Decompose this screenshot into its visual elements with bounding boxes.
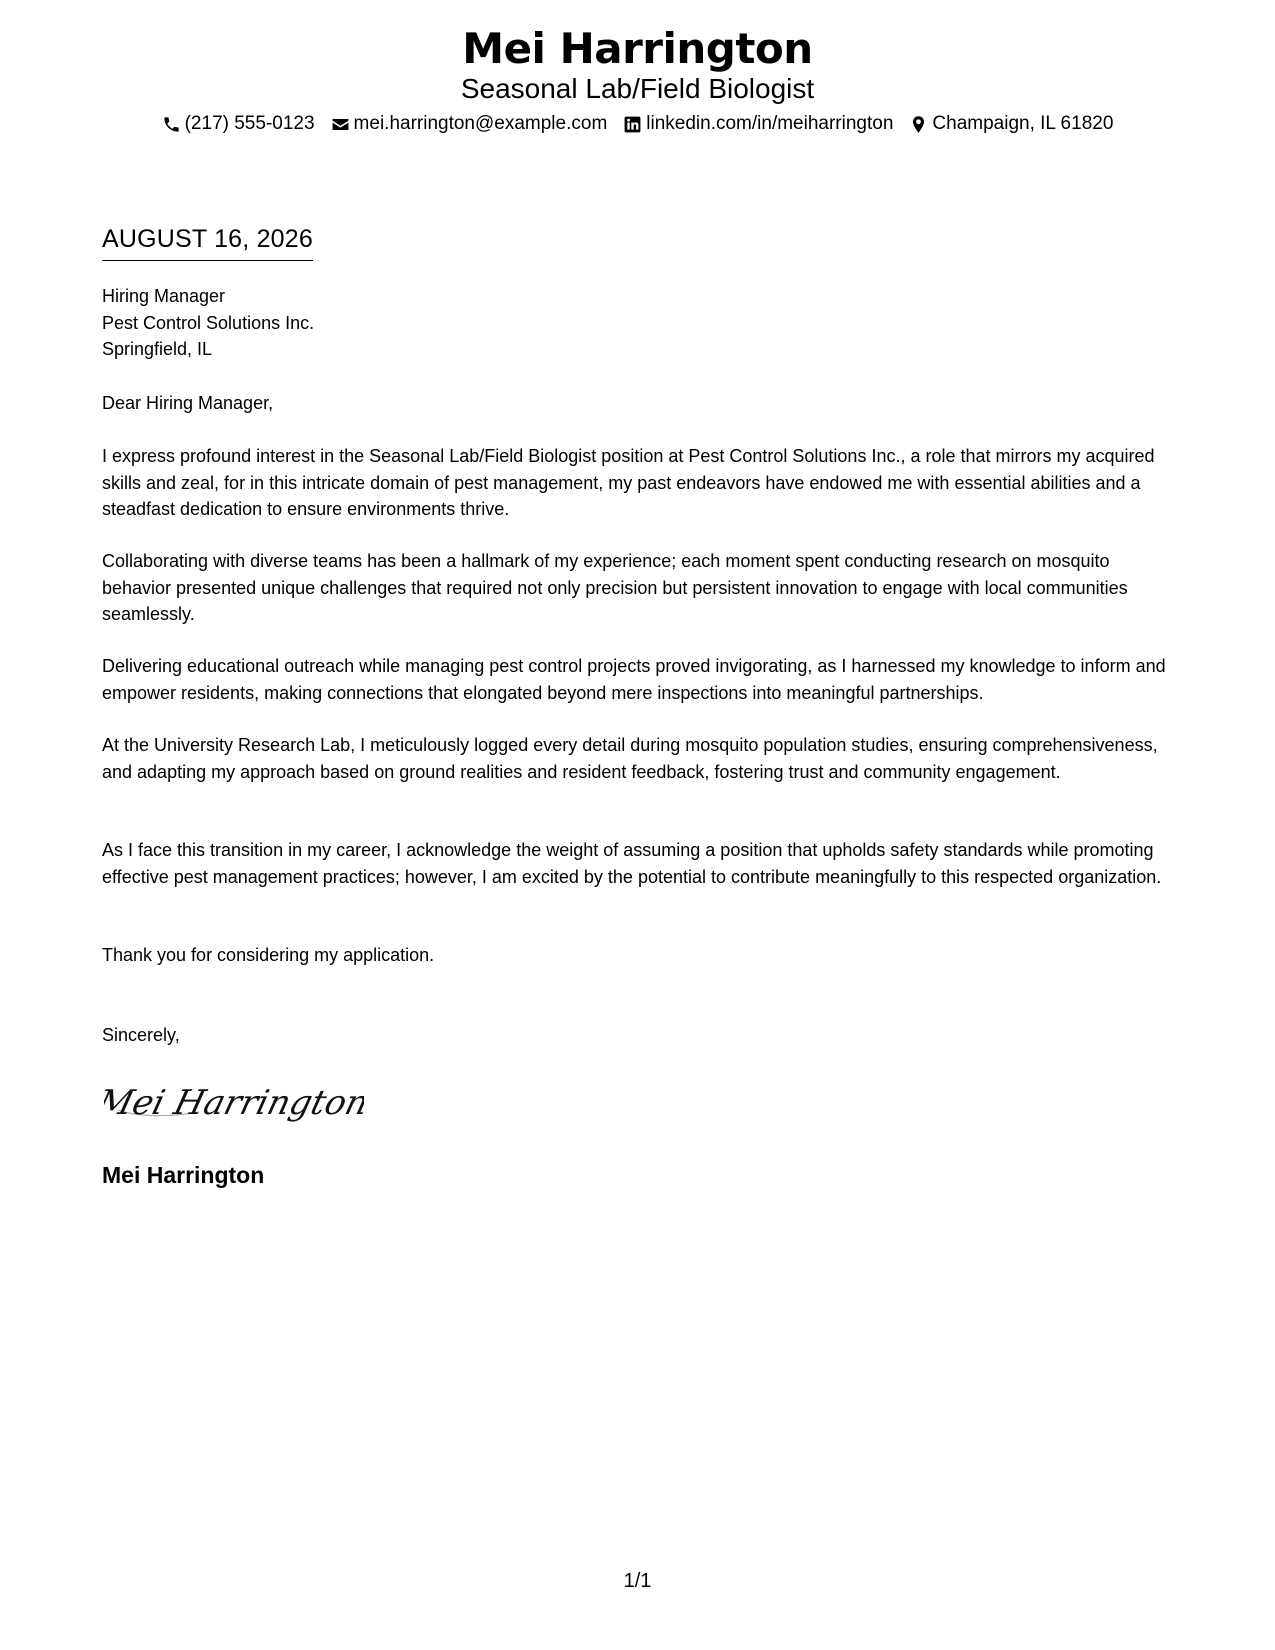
body-paragraph: I express profound interest in the Seasonal Lab/Field Biologist position at Pest Control Solutions Inc., a role that mirrors my acquired skills and zeal, for in this intricate domain of pest management, my past endeavors have endowed me with essential abilities and a steadfast dedication to ensure environments thrive. <box>102 446 1155 519</box>
linkedin-icon <box>623 115 642 134</box>
body-paragraph: At the University Research Lab, I meticulously logged every detail during mosquito population studies, ensuring comprehensiveness, and adapting my approach based on ground realities and resident feedback, fostering trust and community engagement. <box>102 735 1158 782</box>
signer-name: Mei Harrington <box>102 1162 265 1188</box>
contact-location <box>909 110 1113 138</box>
email-text: mei.harrington@example.com <box>353 113 608 134</box>
body-paragraph: Collaborating with diverse teams has been a hallmark of my experience; each moment spent conducting research on mosquito behavior presented unique challenges that required not only precision but persistent innovation to engage with local communities seamlessly. <box>102 551 1128 624</box>
contact-bar <box>0 110 1275 138</box>
envelope-icon <box>331 115 350 134</box>
signature-script: Mei Harrington <box>104 1083 364 1123</box>
linkedin-text: linkedin.com/in/meiharrington <box>646 113 894 134</box>
letter-date: AUGUST 16, 2026 <box>102 222 313 261</box>
applicant-role: Seasonal Lab/Field Biologist <box>460 73 815 104</box>
location-text: Champaign, IL 61820 <box>932 113 1114 134</box>
recipient-location: Springfield, IL <box>102 339 213 359</box>
contact-linkedin <box>623 110 893 138</box>
contact-phone <box>162 110 315 138</box>
recipient-company: Pest Control Solutions Inc. <box>102 312 315 333</box>
map-pin-icon <box>909 115 928 134</box>
recipient-block <box>102 283 1182 363</box>
body-paragraph: Delivering educational outreach while managing pest control projects proved invigorating, as I harnessed my knowledge to inform and empower residents, making connections that elongated beyond mere inspections into meaningful partnerships. <box>102 656 1166 703</box>
signoff: Sincerely, <box>102 1025 180 1045</box>
closing-thanks: Thank you for considering my application. <box>102 945 435 965</box>
phone-text: (217) 555-0123 <box>184 113 315 134</box>
handwritten-signature <box>104 1072 364 1132</box>
body-paragraph: As I face this transition in my career, I acknowledge the weight of assuming a position that upholds safety standards while promoting effective pest management practices; however, I am excited by the potential to contribute meaningfully to this respected organization. <box>102 840 1162 887</box>
applicant-name: Mei Harrington <box>462 24 813 73</box>
recipient-title: Hiring Manager <box>102 286 226 306</box>
contact-email <box>331 110 608 138</box>
signature-graphic <box>104 1072 364 1132</box>
salutation: Dear Hiring Manager, <box>102 393 274 413</box>
page-number: 1/1 <box>623 1570 652 1592</box>
phone-icon <box>162 115 181 134</box>
